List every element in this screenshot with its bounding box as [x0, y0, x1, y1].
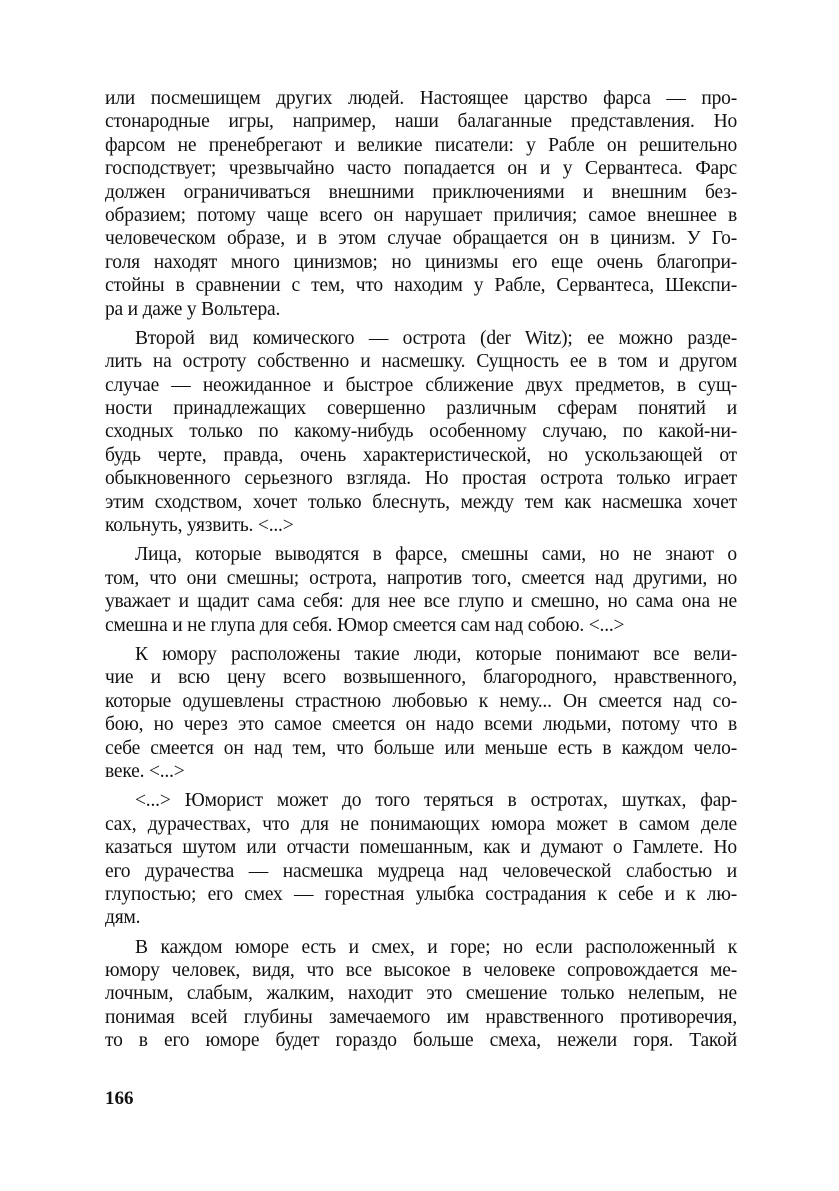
- text-line: понимая всей глубины замечаемого им нравственного противоречия,: [105, 1006, 737, 1028]
- text-line: юмору человек, видя, что все высокое в человеке сопровождается ме-: [105, 960, 737, 982]
- text-line: смешна и не глупа для себя. Юмор смеется сам над собою. <...>: [105, 614, 625, 636]
- text-line: том, что они смешны; острота, напротив того, смеется над другими, но: [105, 567, 737, 589]
- text-line: К юмору расположены такие люди, которые понимают все вели-: [135, 643, 737, 665]
- text-line: Второй вид комического — острота (der Witz); ее можно разде-: [135, 327, 737, 349]
- text-line: фарсом не пренебрегают и великие писатели: у Рабле он решительно: [105, 134, 737, 156]
- text-line: лить на остроту собственно и насмешку. Сущность ее в том и другом: [105, 351, 737, 373]
- text-line: должен ограничиваться внешними приключениями и внешним без-: [105, 181, 737, 203]
- text-line: ности принадлежащих совершенно различным сферам понятий и: [105, 398, 737, 420]
- text-line: Лица, которые выводятся в фарсе, смешны сами, но не знают о: [135, 544, 737, 566]
- text-line: стойны в сравнении с тем, что находим у Рабле, Сервантеса, Шекспи-: [105, 275, 737, 297]
- paragraph: [105, 643, 737, 783]
- paragraph: [105, 327, 737, 538]
- text-line: лочным, слабым, жалким, находит это смешение только нелепым, не: [105, 983, 737, 1005]
- text-line: обыкновенного серьезного взгляда. Но простая острота только играет: [105, 468, 737, 490]
- text-line: голя находят много цинизмов; но цинизмы его еще очень благопри-: [105, 251, 737, 273]
- text-line: этим сходством, хочет только блеснуть, между тем как насмешка хочет: [105, 491, 737, 513]
- text-line: его дурачества — насмешка мудреца над человеческой слабостью и: [105, 860, 737, 882]
- text-line: которые одушевлены страстною любовью к нему... Он смеется над со-: [105, 690, 737, 712]
- paragraph: [105, 789, 737, 929]
- text-line: дям.: [105, 907, 141, 929]
- text-line: веке. <...>: [105, 760, 185, 782]
- text-line: господствует; чрезвычайно часто попадается он и у Сервантеса. Фарс: [105, 158, 737, 180]
- text-line: или посмешищем других людей. Настоящее царство фарса — про-: [105, 88, 737, 109]
- text-line: сходных только по какому-нибудь особенному случаю, по какой-ни-: [105, 421, 737, 443]
- text-line: сах, дурачествах, что для не понимающих юмора может в самом деле: [105, 813, 737, 835]
- page-body: [105, 87, 737, 1053]
- text-line: В каждом юморе есть и смех, и горе; но если расположенный к: [135, 936, 737, 958]
- text-line: себе смеется он над тем, что больше или меньше есть в каждом чело-: [105, 737, 737, 759]
- paragraph: [105, 87, 737, 321]
- text-line: образием; потому чаще всего он нарушает приличия; самое внешнее в: [105, 204, 737, 226]
- text-line: стонародные игры, например, наши балаганные представления. Но: [105, 111, 737, 133]
- text-line: чие и всю цену всего возвышенного, благородного, нравственного,: [105, 667, 737, 689]
- text-line: то в его юморе будет гораздо больше смеха, нежели горя. Такой: [105, 1030, 737, 1052]
- text-line: человеческом образе, и в этом случае обращается он в цинизм. У Го-: [105, 228, 737, 250]
- text-line: бою, но через это самое смеется он надо всеми людьми, потому что в: [105, 714, 737, 736]
- text-line: кольнуть, уязвить. <...>: [105, 515, 294, 537]
- text-line: казаться шутом или отчасти помешанным, как и думают о Гамлете. Но: [105, 837, 737, 859]
- text-line: уважает и щадит сама себя: для нее все глупо и смешно, но сама она не: [105, 591, 737, 613]
- text-line: будь черте, правда, очень характеристической, но ускользающей от: [105, 444, 737, 466]
- text-line: ра и даже у Вольтера.: [105, 298, 281, 320]
- text-line: глупостью; его смех — горестная улыбка сострадания к себе и к лю-: [105, 883, 737, 905]
- paragraph: [105, 936, 737, 1053]
- text-line: <...> Юморист может до того теряться в остротах, шутках, фар-: [135, 790, 737, 812]
- text-line: случае — неожиданное и быстрое сближение двух предметов, в сущ-: [105, 374, 737, 396]
- page-number: 166: [105, 1088, 134, 1109]
- paragraph: [105, 543, 737, 637]
